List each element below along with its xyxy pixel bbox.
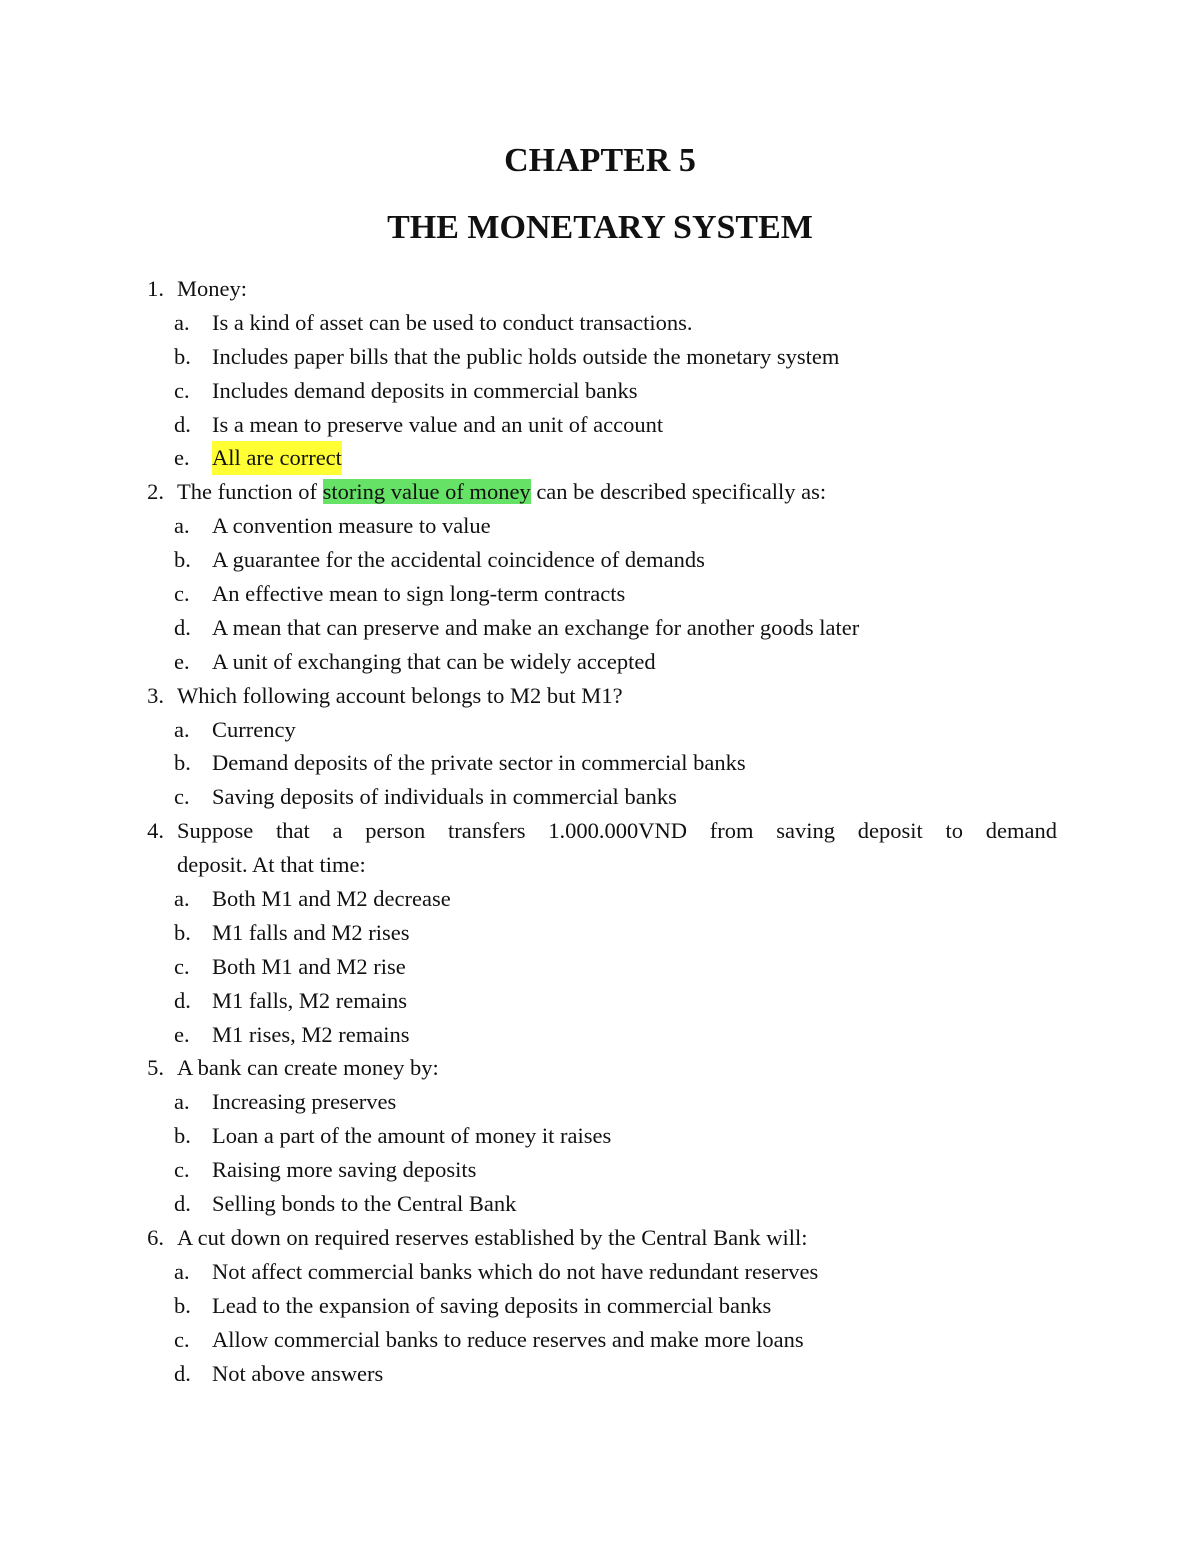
- question-text: [177, 475, 826, 509]
- option-letter: c.: [174, 784, 190, 810]
- option-5d: [0, 1187, 1200, 1221]
- question-text: Which following account belongs to M2 but M1?: [177, 682, 623, 708]
- option-letter: b.: [174, 547, 191, 573]
- option-text: Increasing preserves: [212, 1089, 397, 1115]
- option-6b: [0, 1289, 1200, 1323]
- option-letter: a.: [174, 1089, 190, 1115]
- option-4e: [0, 1018, 1200, 1052]
- question-4: [0, 814, 1200, 848]
- option-letter: d.: [174, 1191, 191, 1217]
- option-text: M1 falls and M2 rises: [212, 919, 410, 945]
- chapter-heading: CHAPTER 5: [504, 142, 696, 179]
- option-4b: [0, 916, 1200, 950]
- option-2e: [0, 645, 1200, 679]
- option-4d: [0, 984, 1200, 1018]
- question-text-before: The function of: [177, 479, 323, 505]
- option-text: A unit of exchanging that can be widely accepted: [212, 648, 656, 674]
- question-5: [0, 1051, 1200, 1085]
- question-4-continued: [0, 848, 1200, 882]
- option-text: Raising more saving deposits: [212, 1157, 477, 1183]
- question-text-line-2: deposit. At that time:: [177, 852, 366, 878]
- option-letter: d.: [174, 614, 191, 640]
- option-text: Saving deposits of individuals in commercial banks: [212, 784, 677, 810]
- option-4c: [0, 950, 1200, 984]
- highlighted-answer: All are correct: [212, 441, 342, 475]
- option-text: Selling bonds to the Central Bank: [212, 1191, 517, 1217]
- option-letter: b.: [174, 750, 191, 776]
- option-letter: e.: [174, 445, 190, 471]
- question-number: 5.: [147, 1055, 164, 1081]
- option-letter: c.: [174, 581, 190, 607]
- option-letter: a.: [174, 886, 190, 912]
- question-number: 6.: [147, 1224, 164, 1250]
- option-letter: d.: [174, 411, 191, 437]
- option-1c: [0, 374, 1200, 408]
- question-number: 1.: [147, 276, 164, 301]
- option-text: Is a kind of asset can be used to conduct transactions.: [212, 309, 693, 335]
- option-text: An effective mean to sign long-term contracts: [212, 581, 626, 607]
- question-6: [0, 1221, 1200, 1255]
- question-text: A cut down on required reserves established by the Central Bank will:: [177, 1224, 808, 1250]
- option-1b: [0, 340, 1200, 374]
- option-letter: a.: [174, 716, 190, 742]
- option-letter: c.: [174, 1157, 190, 1183]
- option-text: Loan a part of the amount of money it raises: [212, 1123, 612, 1149]
- option-5a: [0, 1085, 1200, 1119]
- option-letter: d.: [174, 987, 191, 1013]
- option-text: Both M1 and M2 rise: [212, 953, 406, 979]
- question-number: 3.: [147, 682, 164, 708]
- option-text: Allow commercial banks to reduce reserves and make more loans: [212, 1326, 804, 1352]
- option-text: A convention measure to value: [212, 513, 491, 539]
- question-1: [0, 272, 1200, 306]
- question-text: A bank can create money by:: [177, 1055, 439, 1081]
- option-text: Not above answers: [212, 1360, 384, 1386]
- option-6a: [0, 1255, 1200, 1289]
- question-text-line-1: Suppose that a person transfers 1.000.000VND from saving deposit to demand: [177, 818, 1057, 844]
- option-text: M1 rises, M2 remains: [212, 1021, 410, 1047]
- question-text: Money:: [177, 276, 247, 301]
- option-3a: [0, 713, 1200, 747]
- option-2c: [0, 577, 1200, 611]
- highlighted-phrase: storing value of money: [322, 479, 531, 505]
- question-2: [0, 475, 1200, 509]
- option-2a: [0, 509, 1200, 543]
- option-letter: b.: [174, 919, 191, 945]
- question-list: [0, 272, 1200, 1390]
- option-text: M1 falls, M2 remains: [212, 987, 407, 1013]
- option-letter: b.: [174, 1123, 191, 1149]
- option-text: A guarantee for the accidental coincidence of demands: [212, 547, 705, 573]
- question-number: 2.: [147, 479, 164, 505]
- option-1e: [0, 441, 1200, 475]
- option-2b: [0, 543, 1200, 577]
- option-3c: [0, 780, 1200, 814]
- option-1d: [0, 408, 1200, 442]
- option-text: Not affect commercial banks which do not have redundant reserves: [212, 1258, 819, 1284]
- option-text: Is a mean to preserve value and an unit of account: [212, 411, 664, 437]
- option-letter: e.: [174, 648, 190, 674]
- option-text: Demand deposits of the private sector in commercial banks: [212, 750, 746, 776]
- question-text-after: can be described specifically as:: [530, 479, 827, 505]
- option-text: Both M1 and M2 decrease: [212, 886, 451, 912]
- option-letter: c.: [174, 1326, 190, 1352]
- option-4a: [0, 882, 1200, 916]
- option-letter: c.: [174, 377, 190, 403]
- option-text: A mean that can preserve and make an exchange for another goods later: [212, 614, 860, 640]
- option-text: Includes paper bills that the public holds outside the monetary system: [212, 343, 840, 369]
- chapter-title: THE MONETARY SYSTEM: [387, 209, 813, 246]
- question-number: 4.: [147, 818, 164, 844]
- option-letter: c.: [174, 953, 190, 979]
- option-6d: [0, 1357, 1200, 1391]
- option-text: Currency: [212, 716, 296, 742]
- option-5c: [0, 1153, 1200, 1187]
- option-letter: a.: [174, 309, 190, 335]
- option-letter: a.: [174, 513, 190, 539]
- option-letter: e.: [174, 1021, 190, 1047]
- option-letter: d.: [174, 1360, 191, 1386]
- option-letter: b.: [174, 343, 191, 369]
- option-2d: [0, 611, 1200, 645]
- question-3: [0, 679, 1200, 713]
- option-5b: [0, 1119, 1200, 1153]
- option-letter: a.: [174, 1258, 190, 1284]
- option-1a: [0, 306, 1200, 340]
- option-text: Lead to the expansion of saving deposits in commercial banks: [212, 1292, 772, 1318]
- option-text: Includes demand deposits in commercial banks: [212, 377, 638, 403]
- option-letter: b.: [174, 1292, 191, 1318]
- option-6c: [0, 1323, 1200, 1357]
- option-3b: [0, 746, 1200, 780]
